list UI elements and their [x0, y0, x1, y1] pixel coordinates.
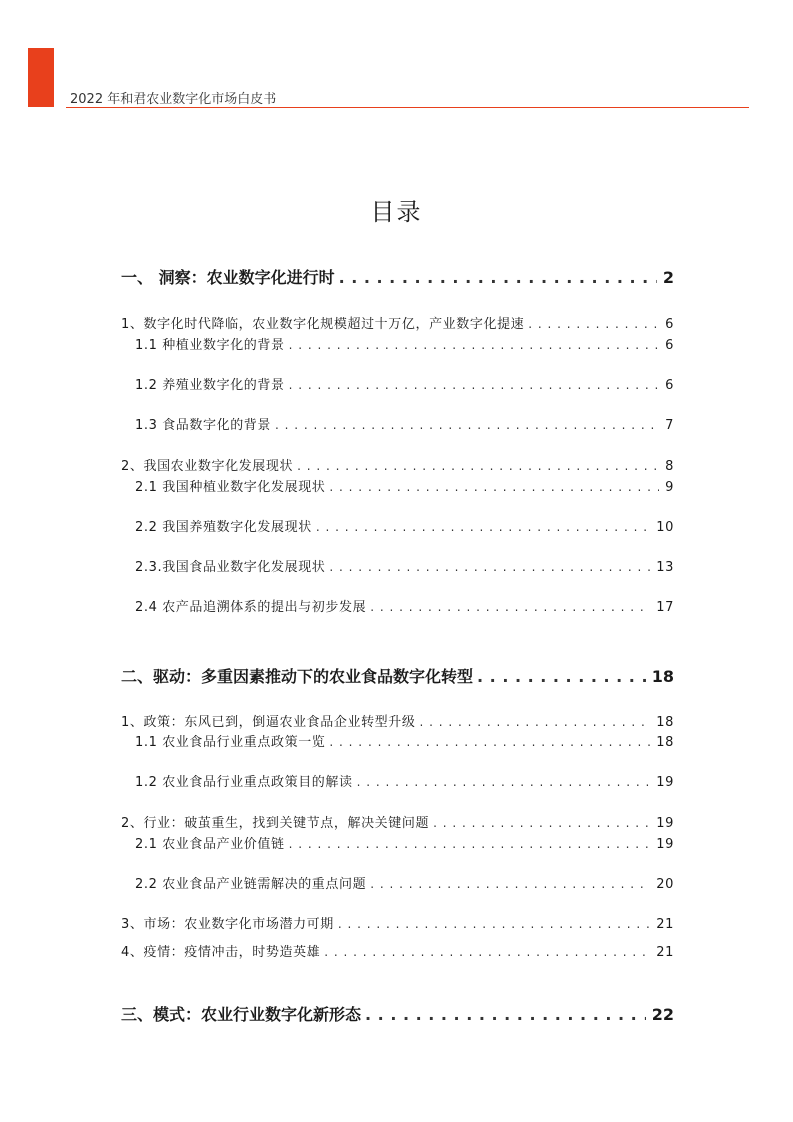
toc-leader-dots: [365, 1005, 646, 1024]
toc-leader-dots: [338, 917, 650, 931]
toc-leader-dots: [419, 715, 650, 729]
toc-entry[interactable]: [121, 265, 674, 288]
toc-entry-text: 2.1 我国种植业数字化发展现状: [135, 480, 326, 495]
toc-title: 目录: [370, 198, 423, 226]
toc-entry-text: 2.2 我国养殖数字化发展现状: [135, 520, 312, 535]
toc-entry-page: 6: [665, 317, 674, 332]
toc-leader-dots: [297, 459, 659, 473]
toc-entry-page: 6: [665, 378, 674, 393]
toc-entry-text: 一、 洞察：农业数字化进行时: [121, 268, 335, 287]
toc-entry[interactable]: [135, 476, 674, 495]
toc-entry-page: 22: [651, 1005, 674, 1024]
toc-leader-dots: [357, 775, 651, 789]
toc-entry-text: 1.2 农业食品行业重点政策目的解读: [135, 775, 353, 790]
toc-entry-page: 2: [662, 268, 674, 287]
header-title: 2022 年和君农业数字化市场白皮书: [70, 92, 277, 107]
toc-entry-page: 13: [656, 560, 674, 575]
toc-entry[interactable]: [135, 771, 674, 790]
toc-entry-page: 21: [656, 917, 674, 932]
toc-leader-dots: [477, 667, 646, 686]
toc-leader-dots: [528, 317, 659, 331]
toc-entry-text: 1、政策：东风已到，倒逼农业食品企业转型升级: [121, 715, 416, 730]
toc-entry-text: 1.1 种植业数字化的背景: [135, 338, 285, 353]
toc-entry-page: 10: [656, 520, 674, 535]
toc-leader-dots: [289, 338, 660, 352]
toc-entry[interactable]: [121, 455, 674, 474]
toc-entry-text: 2.2 农业食品产业链需解决的重点问题: [135, 877, 367, 892]
toc-leader-dots: [433, 816, 650, 830]
toc-leader-dots: [275, 418, 659, 432]
toc-entry[interactable]: [135, 873, 674, 892]
toc-entry-text: 2.1 农业食品产业价值链: [135, 837, 285, 852]
toc-entry-text: 4、疫情：疫情冲击，时势造英雄: [121, 945, 321, 960]
toc-leader-dots: [289, 837, 651, 851]
toc-entry-text: 1、数字化时代降临，农业数字化规模超过十万亿，产业数字化提速: [121, 317, 525, 332]
toc-entry-text: 1.1 农业食品行业重点政策一览: [135, 735, 326, 750]
toc-entry[interactable]: [121, 812, 674, 831]
toc-entry[interactable]: [121, 711, 674, 730]
toc-entry-text: 1.2 养殖业数字化的背景: [135, 378, 285, 393]
toc-leader-dots: [324, 945, 650, 959]
toc-entry-page: 18: [651, 667, 674, 686]
toc-entry-page: 20: [656, 877, 674, 892]
toc-entry[interactable]: [135, 516, 674, 535]
toc-entry[interactable]: [135, 833, 674, 852]
toc-entry[interactable]: [135, 374, 674, 393]
toc-entry-page: 19: [656, 816, 674, 831]
toc-entry[interactable]: [135, 731, 674, 750]
toc-leader-dots: [329, 560, 650, 574]
toc-entry-text: 2.3.我国食品业数字化发展现状: [135, 560, 326, 575]
toc-entry-page: 17: [656, 600, 674, 615]
toc-entry[interactable]: [135, 556, 674, 575]
toc-entry-text: 1.3 食品数字化的背景: [135, 418, 272, 433]
toc-leader-dots: [289, 378, 660, 392]
toc-entry[interactable]: [135, 334, 674, 353]
toc-entry-page: 19: [656, 775, 674, 790]
toc-entry[interactable]: [135, 596, 674, 615]
toc-entry-text: 二、驱动：多重因素推动下的农业食品数字化转型: [121, 667, 474, 686]
toc-entry[interactable]: [121, 941, 674, 960]
toc-leader-dots: [339, 268, 657, 287]
header-accent-block: [28, 48, 54, 107]
toc-entry[interactable]: [135, 414, 674, 433]
toc-entry[interactable]: [121, 913, 674, 932]
header-divider: [66, 107, 749, 108]
toc-entry-page: 7: [665, 418, 674, 433]
toc-leader-dots: [316, 520, 650, 534]
toc-entry-page: 18: [656, 715, 674, 730]
toc-leader-dots: [370, 877, 650, 891]
toc-entry-page: 8: [665, 459, 674, 474]
toc-leader-dots: [329, 735, 650, 749]
toc-leader-dots: [370, 600, 650, 614]
toc-entry-page: 9: [665, 480, 674, 495]
toc-entry[interactable]: [121, 664, 674, 687]
toc-entry-text: 2、我国农业数字化发展现状: [121, 459, 294, 474]
toc-entry[interactable]: [121, 313, 674, 332]
toc-entry[interactable]: [121, 1002, 674, 1025]
toc-entry-text: 3、市场：农业数字化市场潜力可期: [121, 917, 334, 932]
toc-entry-text: 2.4 农产品追溯体系的提出与初步发展: [135, 600, 367, 615]
toc-entry-page: 18: [656, 735, 674, 750]
toc-entry-text: 2、行业：破茧重生，找到关键节点，解决关键问题: [121, 816, 430, 831]
toc-entry-page: 6: [665, 338, 674, 353]
toc-entry-page: 21: [656, 945, 674, 960]
toc-leader-dots: [329, 480, 659, 494]
toc-entry-page: 19: [656, 837, 674, 852]
toc-entry-text: 三、模式：农业行业数字化新形态: [121, 1005, 362, 1024]
